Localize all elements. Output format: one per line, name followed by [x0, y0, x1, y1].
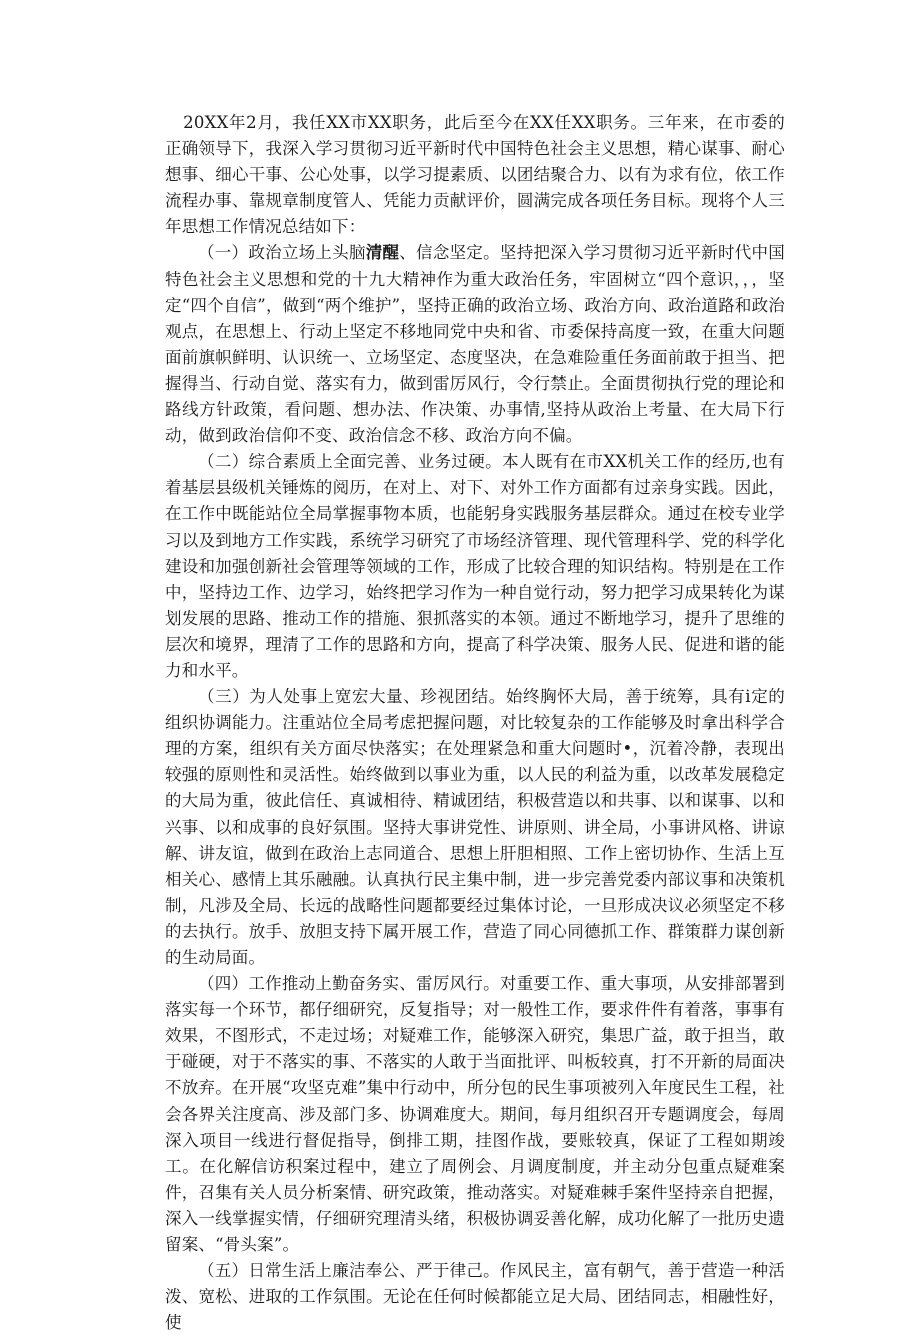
- section-4-paragraph: （四）工作推动上勤奋务实、雷厉风行。对重要工作、重大事项，从安排部署到落实每一个环节，都仔细研究，反复指导；对一般性工作，要求件件有着落，事事有效果，不图形式，不走过场；对疑难工作，能够深入研究，集思广益，敢于担当，敢于碰硬，对于不落实的事、不落实的人敢于当面批评、叫板较真，打不开新的局面决不放弃。在开展“攻坚克难”集中行动中，所分包的民生事项被列入年度民生工程，社会各界关注度高、涉及部门多、协调难度大。期间，每月组织召开专题调度会，每周深入项目一线进行督促指导，倒排工期，挂图作战，要账较真，保证了工程如期竣工。在化解信访积案过程中，建立了周例会、月调度制度，并主动分包重点疑难案件，召集有关人员分析案情、研究政策，推动落实。对疑难棘手案件坚持亲自把握，深入一线掌握实情，仔细研究理清头绪，积极协调妥善化解，成功化解了一批历史遗留案、“骨头案”。: [165, 974, 785, 1255]
- section-3-paragraph: （三）为人处事上宽宏大量、珍视团结。始终胸怀大局，善于统筹，具有i定的组织协调能力。注重站位全局考虑把握问题，对比较复杂的工作能够及时拿出科学合理的方案，组织有关方面尽快落实；在处理紧急和重大问题时•，沉着冷静，表现出较强的原则性和灵活性。始终做到以事业为重，以人民的利益为重，以改革发展稳定的大局为重，彼此信任、真诚相待、精诚团结，积极营造以和共事、以和谋事、以和兴事、以和成事的良好氛围。坚持大事讲党性、讲原则、讲全局，小事讲风格、讲谅解、讲友谊，做到在政治上志同道合、思想上肝胆相照、工作上密切协作、生活上互相关心、感情上其乐融融。认真执行民主集中制，进一步完善党委内部议事和决策机制，凡涉及全局、长远的战略性问题都要经过集体讨论，一旦形成决议必须坚定不移的去执行。放手、放胆支持下属开展工作，营造了同心同德抓工作、群策群力谋创新的生动局面。: [165, 687, 785, 967]
- section-1-paragraph: [165, 240, 785, 449]
- document-body: [165, 110, 785, 1336]
- section-2-paragraph: （二）综合素质上全面完善、业务过硬。本人既有在市XX机关工作的经历,也有着基层县级机关锤炼的阅历，在对上、对下、对外工作方面都有过亲身实践。因此，在工作中既能站位全局掌握事物本质，也能躬身实践服务基层群众。通过在校专业学习以及到地方工作实践，系统学习研究了市场经济管理、现代管理科学、党的科学化建设和加强创新社会管理等领域的工作，形成了比较合理的知识结构。特别是在工作中，坚持边工作、边学习，始终把学习作为一种自觉行动，努力把学习成果转化为谋划发展的思路、推动工作的措施、狠抓落实的本领。通过不断地学习，提升了思维的层次和境界，理清了工作的思路和方向，提高了科学决策、服务人民、促进和谐的能力和水平。: [165, 452, 785, 680]
- section-5-paragraph: （五）日常生活上廉洁奉公、严于律己。作风民主，富有朝气，善于营造一种活泼、宽松、进取的工作氛围。无论在任何时候都能立足大局、团结同志，相融性好，使: [165, 1261, 785, 1333]
- intro-paragraph: 20XX年2月，我任XX市XX职务，此后至今在XX任XX职务。三年来，在市委的正确领导下，我深入学习贯彻习近平新时代中国特色社会主义思想，精心谋事、耐心想事、细心干事、公心处事，以学习提素质、以团结聚合力、以有为求有位，依工作流程办事、靠规章制度管人、凭能力贡献评价，圆满完成各项任务目标。现将个人三年思想工作情况总结如下：: [165, 113, 785, 237]
- section-1-lead: （一）政治立场上头脑: [198, 243, 366, 263]
- section-1-rest: 、信念坚定。坚持把深入学习贯彻习近平新时代中国特色社会主义思想和党的十九大精神作为重大政治任务，牢固树立“四个意识，，，坚定“四个自信”，做到“两个维护”，坚持正确的政治立场、政治方向、政治道路和政治观点，在思想上、行动上坚定不移地同党中央和省、市委保持高度一致，在重大问题面前旗帜鲜明、认识统一、立场坚定、态度坚决，在急难险重任务面前敢于担当、把握得当、行动自觉、落实有力，做到雷厉风行，令行禁止。全面贯彻执行党的理论和路线方针政策，看问题、想办法、作决策、办事情,坚持从政治上考量、在大局下行动，做到政治信仰不变、政治信念不移、政治方向不偏。: [165, 243, 785, 446]
- section-1-emphasis: 清醒: [365, 243, 400, 263]
